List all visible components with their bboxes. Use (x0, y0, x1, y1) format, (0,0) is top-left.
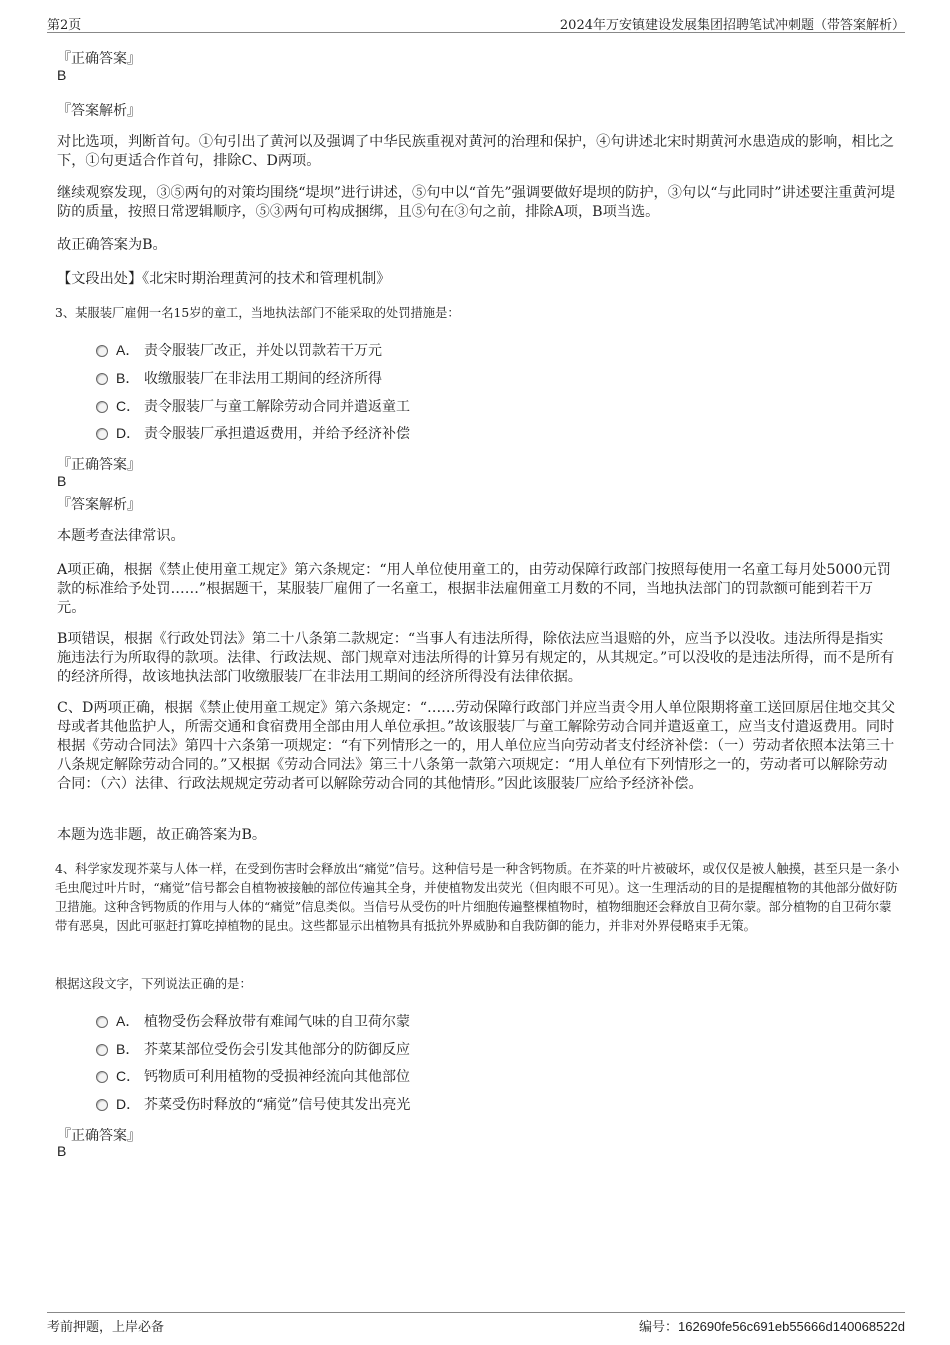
analysis-paragraph: B项错误，根据《行政处罚法》第二十八条第二款规定：“当事人有违法所得，除依法应当退赔的外，应当予以没收。违法所得是指实施违法行为所取得的款项。法律、行政法规、部门规章对违法所得的计算另有规定的，从其规定。”可以没收的是违法所得，而不是所有的经济所得，故该地执法部门收缴服装厂在非法用工期间的经济所得没有法律依据。 (57, 631, 895, 685)
radio-icon[interactable] (96, 1044, 108, 1056)
answer-label: 『正确答案』 (57, 51, 141, 67)
radio-icon[interactable] (96, 345, 108, 357)
radio-icon[interactable] (96, 1071, 108, 1083)
document-title: 2024年万安镇建设发展集团招聘笔试冲刺题（带答案解析） (559, 18, 905, 33)
question-3-text: 3、某服装厂雇佣一名15岁的童工，当地执法部门不能采取的处罚措施是： (55, 306, 460, 320)
radio-icon[interactable] (96, 1016, 108, 1028)
radio-icon[interactable] (96, 401, 108, 413)
option-d[interactable]: D． 芥菜受伤时释放的“痛觉”信号使其发出亮光 (96, 1094, 410, 1115)
source-citation: 【文段出处】《北宋时期治理黄河的技术和管理机制》 (57, 271, 391, 287)
question-4-text: 4、科学家发现芥菜与人体一样，在受到伤害时会释放出“痛觉”信号。这种信号是一种含钙物质。在芥菜的叶片被破坏，或仅仅是被人触摸，甚至只是一条小毛虫爬过叶片时，“痛觉”信号都会自植物被接触的部位传遍其全身，并使植物发出荧光（但肉眼不可见）。这一生理活动的目的是提醒植物的其他部分做好防卫措施。这种含钙物质的作用与人体的“痛觉”信息类似。当信号从受伤的叶片细胞传遍整棵植物时，植物细胞还会释放自卫荷尔蒙。部分植物的自卫荷尔蒙带有恶臭，因此可驱赶打算吃掉植物的昆虫。这些都显示出植物具有抵抗外界威胁和自我防御的能力，并非对外界侵略束手无策。 (55, 862, 900, 933)
option-c[interactable]: C． 钙物质可利用植物的受损神经流向其他部位 (96, 1066, 410, 1087)
answer-label: 『正确答案』 (57, 457, 141, 473)
footer-slogan: 考前押题，上岸必备 (47, 1320, 165, 1335)
option-c[interactable]: C． 责令服装厂与童工解除劳动合同并遣返童工 (96, 396, 410, 417)
radio-icon[interactable] (96, 1099, 108, 1111)
question-4-prompt: 根据这段文字，下列说法正确的是： (55, 977, 252, 991)
page-footer (47, 1312, 905, 1333)
answer-value: B (57, 67, 67, 83)
answer-label: 『正确答案』 (57, 1128, 141, 1144)
analysis-paragraph: 对比选项，判断首句。①句引出了黄河以及强调了中华民族重视对黄河的治理和保护，④句讲述北宋时期黄河水患造成的影响，相比之下，①句更适合作首句，排除C、D两项。 (57, 134, 895, 169)
option-a[interactable]: A． 责令服装厂改正，并处以罚款若干万元 (96, 340, 382, 361)
analysis-paragraph: 继续观察发现，③⑤两句的对策均围绕“堤坝”进行讲述，⑤句中以“首先”强调要做好堤坝的防护，③句以“与此同时”讲述要注重黄河堤防的质量，按照日常逻辑顺序，⑤③两句可构成捆绑，且⑤句在③句之前，排除A项，B项当选。 (57, 185, 896, 220)
analysis-paragraph: 本题为选非题，故正确答案为B。 (57, 827, 267, 843)
document-code: 编号：162690fe56c691eb55666d140068522d (638, 1319, 905, 1335)
option-b[interactable]: B． 芥菜某部位受伤会引发其他部分的防御反应 (96, 1039, 410, 1060)
analysis-paragraph: 本题考查法律常识。 (57, 528, 185, 544)
answer-value: B (57, 1143, 67, 1159)
answer-value: B (57, 473, 67, 489)
analysis-label: 『答案解析』 (57, 103, 141, 119)
analysis-paragraph: C、D两项正确，根据《禁止使用童工规定》第六条规定：“……劳动保障行政部门并应当责令用人单位限期将童工送回原居住地交其父母或者其他监护人，所需交通和食宿费用全部由用人单位承担。”故该服装厂与童工解除劳动合同并遣返童工，应当支付遣返费用。同时根据《劳动合同法》第四十六条第一项规定：“有下列情形之一的，用人单位应当向劳动者支付经济补偿：（一）劳动者依照本法第三十八条规定解除劳动合同的。”又根据《劳动合同法》第三十八条第一款第六项规定：“用人单位有下列情形之一的，劳动者可以解除劳动合同：（六）法律、行政法规规定劳动者可以解除劳动合同的其他情形。”因此该服装厂应给予经济补偿。 (57, 700, 896, 792)
radio-icon[interactable] (96, 373, 108, 385)
page-header (47, 12, 905, 33)
analysis-label: 『答案解析』 (57, 497, 141, 513)
option-d[interactable]: D． 责令服装厂承担遣返费用，并给予经济补偿 (96, 423, 410, 444)
radio-icon[interactable] (96, 428, 108, 440)
analysis-paragraph: A项正确，根据《禁止使用童工规定》第六条规定：“用人单位使用童工的，由劳动保障行政部门按照每使用一名童工每月处5000元罚款的标准给予处罚……”根据题干，某服装厂雇佣了一名童工，根据非法雇佣童工月数的不同，当地执法部门的罚款额可能到若干万元。 (57, 562, 891, 616)
page-number: 第2页 (47, 18, 82, 33)
option-a[interactable]: A． 植物受伤会释放带有难闻气味的自卫荷尔蒙 (96, 1011, 410, 1032)
option-b[interactable]: B． 收缴服装厂在非法用工期间的经济所得 (96, 368, 382, 389)
analysis-paragraph: 故正确答案为B。 (57, 237, 167, 253)
